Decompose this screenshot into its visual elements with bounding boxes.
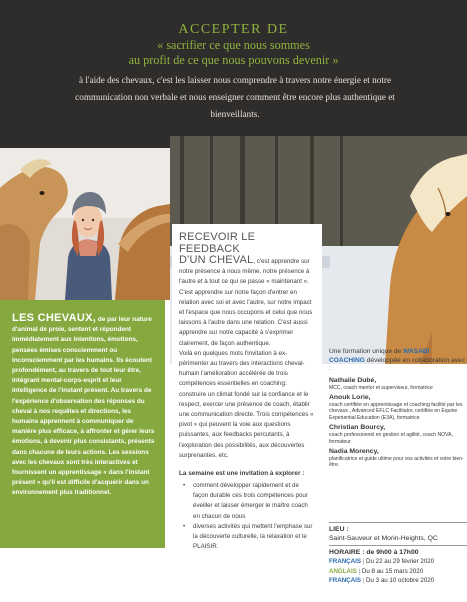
- collaborator-name: Nathalie Dubé,: [329, 376, 377, 384]
- feedback-title-line2: D'UN CHEVAL: [179, 254, 254, 266]
- list-item-text: diverses activités qui mettent l'emphase sur la découverte culturelle, la relaxation et le PLAISIR.: [193, 522, 313, 551]
- hero-title-line3: au profit de ce que nous pouvons devenir »: [128, 53, 339, 67]
- collaborators-lead: [329, 348, 467, 374]
- location-value: Saint-Sauveur et Morin-Heights, QC: [329, 535, 438, 542]
- bullet-icon: •: [183, 522, 186, 530]
- photo-woman-with-horse: [0, 148, 170, 300]
- collaborator-name: Anouk Lorie,: [329, 393, 371, 401]
- collaborator-role: planificatrice et guide ultime pour vos activités et votre bien-être.: [329, 455, 464, 469]
- collaborator-name: Nadia Morency,: [329, 447, 379, 455]
- location-schedule: [329, 522, 467, 586]
- brand-name: WASABI COACHING: [329, 348, 430, 364]
- woman-horse-illustration: [0, 148, 170, 300]
- invitation-list: [179, 481, 314, 552]
- collaborator-role: coach certifiée en apprentissage et coaching facilité par les chevaux , Advanced EFLC Facilitator, certifiée en Equine Experiential Education (E3A), formatrice: [329, 401, 463, 421]
- session-row: [329, 557, 467, 567]
- list-item: [179, 481, 314, 522]
- bullet-icon: •: [183, 482, 186, 490]
- collaborator: [329, 448, 467, 469]
- hours: HORAIRE : de 9h00 à 17h00: [329, 549, 419, 556]
- feedback-section: [172, 224, 322, 550]
- separator: |: [362, 577, 365, 585]
- lead-suffix: développée en collaboration avec :: [329, 356, 465, 372]
- collaborator: [329, 377, 467, 391]
- collaborator-name: Christian Bourcy,: [329, 424, 386, 432]
- invitation-heading: La semaine est une invitation à explorer :: [179, 470, 305, 478]
- location-heading: LIEU :: [329, 526, 349, 533]
- list-item-text: comment développer rapidement et de façon durable ces trois compétences pour éveiller et laisser émerger le maître coach en chacun de nous: [193, 482, 308, 520]
- divider: [329, 522, 467, 523]
- feedback-title-line1: RECEVOIR LE FEEDBACK: [179, 231, 256, 255]
- hero-banner: [0, 0, 467, 148]
- feedback-first-paragraph: [179, 255, 314, 349]
- collaborator: [329, 394, 467, 421]
- separator: |: [362, 558, 365, 565]
- horses-info-box: [0, 300, 165, 548]
- horses-info-body: de par leur nature d'animal de proie, sentent et répondent immédiatement aux intentions, émotions, pensées émises consciemment ou inconsciemment par les humains. Ils écoutent profondément, au travers de tout leur être, intégrant mental-corps-esprit et leur intelligence de l'instant présent. Au travers de l'expérience d'observation des réponses du cheval à nos requêtes et directions, les humains apprennent à communiquer de manière plus efficace, à affronter et gérer leurs émotions, à devenir plus consistants, présents dans chacune de leurs actions. Les sessions avec les chevaux sont très interactives et fournissent un apprentissage « dans l'instant présent » qu'il est difficile d'acquérir dans un environnement plus traditionnel.: [12, 316, 155, 497]
- collaborator-role: MCC, coach mentor et superviseur, formatrice: [329, 384, 433, 391]
- lead-prefix: Une formation unique de: [329, 348, 402, 355]
- list-item: [179, 522, 314, 553]
- session-language: FRANÇAIS: [329, 577, 361, 585]
- collaborators-section: [329, 348, 467, 469]
- session-dates: Du 22 au 29 février 2020: [366, 558, 435, 565]
- separator: |: [358, 567, 361, 575]
- horses-info-heading: LES CHEVAUX,: [12, 312, 97, 324]
- horses-info-text: [12, 313, 155, 499]
- divider: [329, 545, 467, 546]
- session-row: [329, 576, 467, 586]
- feedback-first-paragraph-text: , c'est apprendre sur notre présence à nous même, notre présence à l'autre et à tout ce qui se passe « maintenant ». C'est apprendre sur notre façon d'entrer en relation avec soi et avec l'autre, sur notre impact et l'espace que nous occupons et celui que nous laissons à l'autre dans une relation. C'est aussi apprendre sur notre capacité à s'exprimer clairement, de façon authentique.: [179, 258, 313, 347]
- hero-intro: à l'aide des chevaux, c'est les laisser nous comprendre à travers notre énergie et notre communication non verbale et nous enseigner comment être encore plus authentique et bienveillants.: [75, 75, 395, 119]
- hero-title-line2: « sacrifier ce que nous sommes: [157, 38, 310, 52]
- session-dates: Du 3 au 10 octobre 2020: [366, 577, 435, 585]
- session-language: ANGLAIS: [329, 567, 357, 575]
- session-row: [329, 567, 467, 577]
- feedback-second-paragraph: Voilà en quelques mots l'invitation à expérimenter au travers des interactions cheval-humain l'amélioration accélérée de trois compétences essentielles en coaching: construire un climat fondé sur la confiance et le respect, exercer une présence de coach, établir une communication directe. Trois compétences « pivot » qui peuvent la voie aux questions puissantes, aux feedbacks percutants, à l'exploration des possibilités, aux découvertes surprenantes, etc.: [179, 349, 314, 459]
- collaborator: [329, 424, 467, 445]
- collaborator-role: coach professionnel en gestion et agilité, coach NOVA, formateur: [329, 432, 453, 445]
- session-dates: Du 8 au 15 mars 2020: [361, 567, 424, 575]
- hero-title-line1: ACCEPTER DE: [178, 22, 289, 37]
- session-language: FRANÇAIS: [329, 558, 361, 565]
